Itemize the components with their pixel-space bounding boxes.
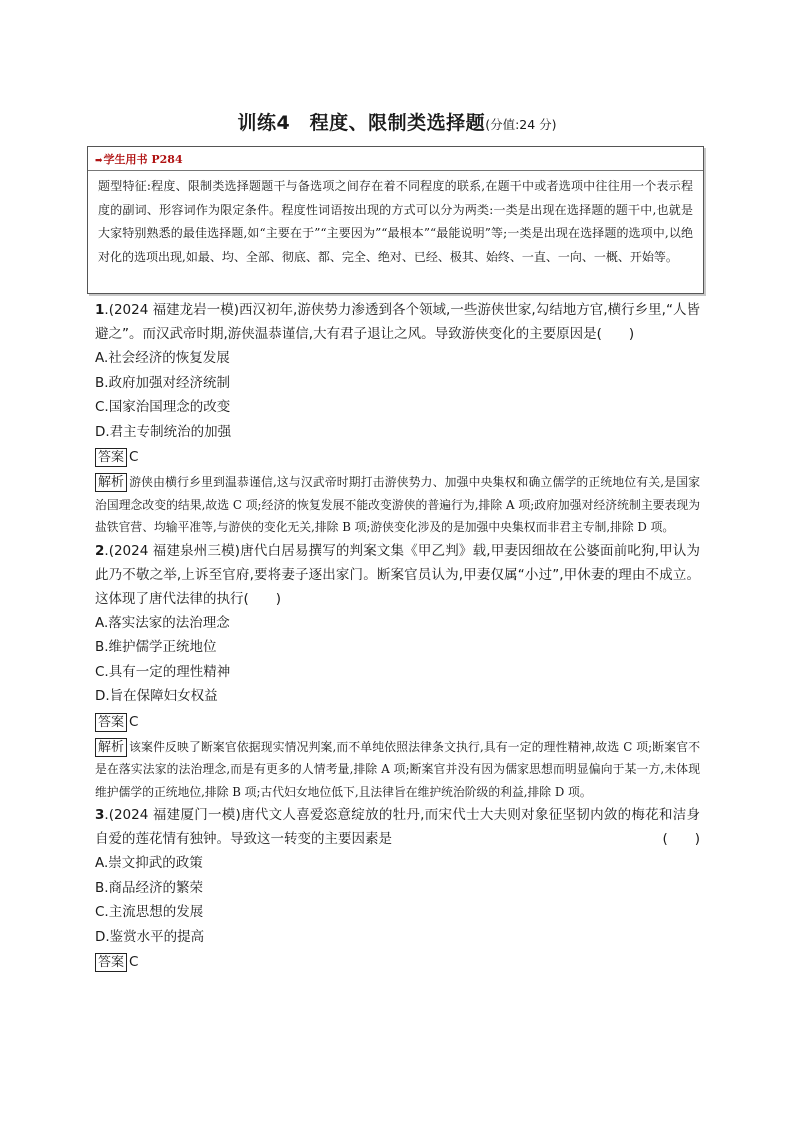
answer-value: C <box>129 449 139 465</box>
title-score: (分值:24 分) <box>485 117 557 132</box>
answer <box>95 445 700 469</box>
question-number: 2 <box>95 542 105 559</box>
question-text: .(2024 福建厦门一模)唐代文人喜爱恣意绽放的牡丹,而宋代士大夫则对象征坚韧内敛的梅花和洁身自爱的莲花情有独钟。导致这一转变的主要因素是 <box>95 807 700 847</box>
option-c: C.国家治国理念的改变 <box>95 399 231 415</box>
divider <box>88 170 703 171</box>
questions <box>95 298 700 974</box>
option-d: D.君主专制统治的加强 <box>95 423 232 440</box>
option-a: A.落实法家的法治理念 <box>95 614 230 631</box>
textbook-tag-label: 学生用书 P284 <box>103 153 183 166</box>
question-text: .(2024 福建龙岩一模)西汉初年,游侠势力渗透到各个领域,一些游侠世家,勾结地方官,横行乡里,“人皆避之”。而汉武帝时期,游侠温恭谨信,大有君子退让之风。导致游侠变化的主要原因是( ) <box>95 302 700 342</box>
option-a: A.社会经济的恢复发展 <box>95 350 230 366</box>
option-b: B.维护儒学正统地位 <box>95 639 217 655</box>
textbook-tag <box>95 151 703 167</box>
analysis <box>95 471 700 539</box>
answer-label: 答案 <box>95 713 127 732</box>
answer-value: C <box>129 954 139 970</box>
option-c: C.主流思想的发展 <box>95 904 204 920</box>
answer-label: 答案 <box>95 953 127 972</box>
answer <box>95 950 700 974</box>
intro-text: 题型特征:程度、限制类选择题题干与备选项之间存在着不同程度的联系,在题干中或者选项中往往用一个表示程度的副词、形容词作为限定条件。程度性词语按出现的方式可以分为两类:一类是出现在选择题的题干中,也就是大家特别熟悉的最佳选择题,如“主要在于”“主要因为”“最根本”“最能说明”等;一类是出现在选择题的选项中,以绝对化的选项出现,如最、均、全部、彻底、都、完全、绝对、已经、极其、始终、一直、一向、一概、开始等。 <box>98 179 693 264</box>
answer-value: C <box>129 713 139 730</box>
answer-label: 答案 <box>95 448 127 467</box>
option-d: D.旨在保障妇女权益 <box>95 688 218 704</box>
analysis <box>95 736 700 804</box>
question-stem <box>95 298 700 346</box>
intro-box <box>87 146 704 294</box>
analysis-label: 解析 <box>95 473 127 492</box>
question-2 <box>95 539 700 804</box>
analysis-label: 解析 <box>95 738 127 757</box>
question-stem <box>95 539 700 611</box>
analysis-text: 游侠由横行乡里到温恭谨信,这与汉武帝时期打击游侠势力、加强中央集权和确立儒学的正统地位有关,是国家治国理念改变的结果,故选 C 项;经济的恢复发展不能改变游侠的普遍行为,排除 A 项;政府加强对经济统制主要表现为盐铁官营、均输平准等,与游侠的变化无关,排除 B 项;游侠变化涉及的是加强中央集权而非君主专制,排除 D 项。 <box>95 475 700 534</box>
option-a: A.崇文抑武的政策 <box>95 855 203 871</box>
question-3 <box>95 803 700 974</box>
question-number: 1 <box>95 302 105 318</box>
question-number: 3 <box>95 807 105 823</box>
option-d: D.鉴赏水平的提高 <box>95 928 205 945</box>
question-1 <box>95 298 700 539</box>
page-title <box>0 108 794 135</box>
analysis-text: 该案件反映了断案官依据现实情况判案,而不单纯依照法律条文执行,具有一定的理性精神,故选 C 项;断案官不是在落实法家的法治理念,而是有更多的人情考量,排除 A 项;断案官并没有因为儒家思想而明显偏向于某一方,未体现维护儒学的正统地位,排除 B 项;古代妇女地位低下,且法律旨在维护统治阶级的利益,排除 D 项。 <box>95 739 700 799</box>
answer-paren: ( ) <box>662 831 700 847</box>
title-main: 训练4 程度、限制类选择题 <box>237 112 486 134</box>
option-b: B.政府加强对经济统制 <box>95 374 231 391</box>
question-text: .(2024 福建泉州三模)唐代白居易撰写的判案文集《甲乙判》载,甲妻因细故在公婆面前叱狗,甲认为此乃不敬之举,上诉至官府,要将妻子逐出家门。断案官员认为,甲妻仅属“小过”,甲休妻的理由不成立。这体现了唐代法律的执行( ) <box>95 542 700 607</box>
arrow-icon: ➡ <box>95 156 103 166</box>
option-c: C.具有一定的理性精神 <box>95 663 231 680</box>
answer <box>95 710 700 734</box>
option-b: B.商品经济的繁荣 <box>95 879 204 896</box>
question-stem <box>95 803 700 851</box>
